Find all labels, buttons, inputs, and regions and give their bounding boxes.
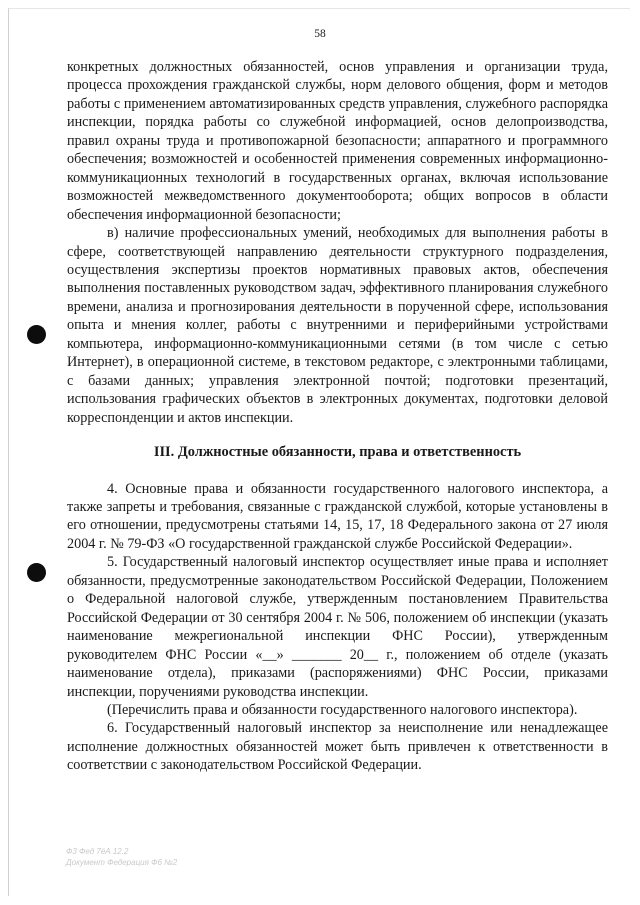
faint-stamp-line: Ф3 Фед 7ёА 12.2 [66,847,129,856]
document-body [67,58,608,775]
paragraph-professional-skills: в) наличие профессиональных умений, необходимых для выполнения работы в сфере, соответствующей направлению деятельности структурного подразделения, осуществления экспертизы проектов нормативных правовых актов, обеспечения выполнения поставленных руководством задач, эффективного планирования служебного времени, анализа и прогнозирования деятельности в порученной сфере, использования опыта и мнения коллег, работы с внутренними и периферийными устройствами компьютера, информационно-коммуникационными сетями (в том числе с сетью Интернет), в операционной системе, в текстовом редакторе, с электронными таблицами, с базами данных; управления электронной почтой; подготовки презентаций, использования графических объектов в электронных документах, подготовки деловой корреспонденции и актов инспекции. [67,225,608,426]
paragraph-list-rights: (Перечислить права и обязанности государственного налогового инспектора). [107,701,578,718]
section-heading: III. Должностные обязанности, права и ответственность [153,444,522,461]
page-number: 58 [314,28,326,40]
paragraph-5-other-rights: 5. Государственный налоговый инспектор осуществляет иные права и исполняет обязанности, предусмотренные законодательством Российской Федерации, Положением о Федеральной налоговой службе, утвержденным постановлением Правительства Российской Федерации от 30 сентября 2004 г. № 506, положением об инспекции (указать наименование межрегиональной инспекции ФНС России), утвержденным руководителем ФНС России «__» _______ 20__ г., положением об отделе (указать наименование отдела), приказами (распоряжениями) ФНС России, приказами инспекции, поручениями руководства инспекции. [67,554,608,700]
paragraph-competencies-continued: конкретных должностных обязанностей, основ управления и организации труда, процесса прохождения гражданской службы, норм делового общения, форм и методов работы с применением автоматизированных средств управления, служебного распорядка инспекции, порядка работы со служебной информацией, основ делопроизводства, правил охраны труда и противопожарной безопасности; аппаратного и программного обеспечения; возможностей и особенностей применения современных информационно-коммуникационных технологий в государственных органах, включая использование возможностей межведомственного документооборота; общих вопросов в области обеспечения информационной безопасности; [67,59,608,223]
paragraph-6-responsibility: 6. Государственный налоговый инспектор за неисполнение или ненадлежащее исполнение должностных обязанностей может быть привлечен к ответственности в соответствии с законодательством Российской Федерации. [67,720,608,774]
faint-stamp-line: Документ Федерация Ф6 №2 [66,858,178,867]
binder-hole [27,325,46,344]
paragraph-4-rights: 4. Основные права и обязанности государственного налогового инспектора, а также запреты и требования, связанные с гражданской службой, которые установлены в его отношении, предусмотрены статьями 14, 15, 17, 18 Федерального закона от 27 июля 2004 г. № 79-ФЗ «О государственной гражданской службе Российской Федерации». [67,480,608,552]
binder-hole [27,563,46,582]
